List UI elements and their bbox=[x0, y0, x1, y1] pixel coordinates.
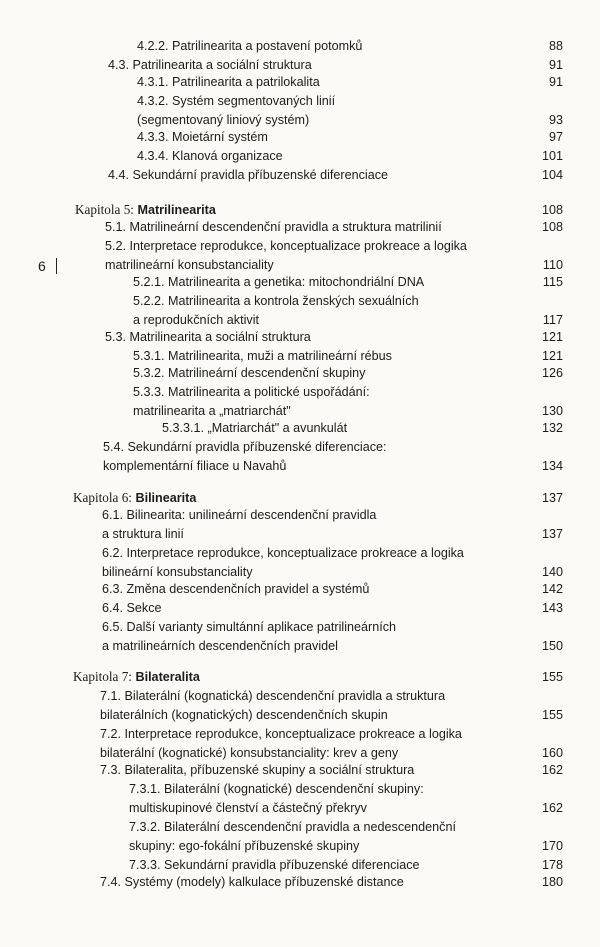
toc-entry bbox=[0, 311, 600, 329]
page-number: 93 bbox=[548, 113, 563, 127]
entry-text: 4.4. Sekundární pravidla příbuzenské diferenciace bbox=[108, 168, 389, 182]
page-number: 137 bbox=[541, 527, 563, 541]
page-number: 155 bbox=[541, 708, 563, 722]
entry-text: 6.2. Interpretace reprodukce, konceptualizace prokreace a logika bbox=[102, 546, 464, 560]
toc-entry bbox=[0, 402, 600, 420]
page-number: 115 bbox=[542, 275, 563, 289]
entry-text: bilaterální (kognatické) konsubstanciality: krev a geny bbox=[100, 746, 399, 760]
page-number: 137 bbox=[541, 491, 563, 505]
toc-entry bbox=[0, 256, 600, 274]
page-number: 91 bbox=[548, 75, 563, 89]
entry-text: 7.3. Bilateralita, příbuzenské skupiny a sociální struktura bbox=[100, 763, 415, 777]
toc-entry bbox=[0, 438, 600, 456]
chapter-title bbox=[73, 668, 200, 686]
entry-text: 7.2. Interpretace reprodukce, konceptualizace prokreace a logika bbox=[100, 727, 462, 741]
toc-entry bbox=[0, 563, 600, 581]
toc-entry bbox=[0, 780, 600, 798]
page-number: 88 bbox=[548, 39, 563, 53]
chapter-name: Bilateralita bbox=[135, 670, 200, 684]
entry-text: 6.4. Sekce bbox=[102, 601, 162, 615]
page-number: 132 bbox=[541, 421, 563, 435]
page-number: 101 bbox=[541, 149, 563, 163]
toc-entry bbox=[0, 706, 600, 724]
page-number: 150 bbox=[541, 639, 563, 653]
page-number: 143 bbox=[541, 601, 563, 615]
page-number: 142 bbox=[541, 582, 563, 596]
toc-entry bbox=[0, 273, 600, 291]
page-number: 121 bbox=[541, 349, 563, 363]
entry-text: 6.3. Změna descendenčních pravidel a systémů bbox=[102, 582, 370, 596]
entry-text: 6.1. Bilinearita: unilineární descendenční pravidla bbox=[102, 508, 377, 522]
entry-text: 7.3.2. Bilaterální descendenční pravidla a nedescendenční bbox=[129, 820, 456, 834]
toc-entry bbox=[0, 761, 600, 779]
entry-text: 4.3.3. Moietární systém bbox=[137, 130, 268, 144]
page-number: 6 bbox=[38, 258, 46, 274]
page-number: 126 bbox=[541, 366, 563, 380]
entry-text: 4.2.2. Patrilinearita a postavení potomků bbox=[137, 39, 363, 53]
page-number: 178 bbox=[541, 858, 563, 872]
chapter-name: Bilinearita bbox=[135, 491, 197, 505]
entry-text: a struktura linií bbox=[102, 527, 184, 541]
entry-text: 5.3.2. Matrilineární descendenční skupiny bbox=[133, 366, 366, 380]
page-number: 134 bbox=[541, 459, 563, 473]
entry-text: skupiny: ego-fokální příbuzenské skupiny bbox=[129, 839, 360, 853]
page-number: 160 bbox=[541, 746, 563, 760]
toc-entry bbox=[0, 347, 600, 365]
toc-entry bbox=[0, 818, 600, 836]
toc-entry bbox=[0, 744, 600, 762]
toc-entry bbox=[0, 56, 600, 74]
toc-entry bbox=[0, 73, 600, 91]
page-number: 117 bbox=[542, 313, 563, 327]
entry-text: 7.3.3. Sekundární pravidla příbuzenské diferenciace bbox=[129, 858, 420, 872]
toc-entry bbox=[0, 837, 600, 855]
toc-entry bbox=[0, 618, 600, 636]
entry-text: 4.3.1. Patrilinearita a patrilokalita bbox=[137, 75, 320, 89]
page-number: 108 bbox=[541, 203, 563, 217]
toc-entry bbox=[0, 457, 600, 475]
toc-entry bbox=[0, 364, 600, 382]
entry-text: 7.3.1. Bilaterální (kognatické) descendenční skupiny: bbox=[129, 782, 424, 796]
entry-text: komplementární filiace u Navahů bbox=[103, 459, 287, 473]
toc-entry bbox=[0, 383, 600, 401]
toc-entry bbox=[0, 218, 600, 236]
toc-entry bbox=[0, 111, 600, 129]
toc-entry bbox=[0, 506, 600, 524]
toc-entry bbox=[0, 799, 600, 817]
entry-text: 5.3.3. Matrilinearita a politické uspořádání: bbox=[133, 385, 370, 399]
chapter-heading bbox=[0, 201, 600, 219]
entry-text: 4.3.4. Klanová organizace bbox=[137, 149, 283, 163]
page-number: 110 bbox=[542, 258, 563, 272]
toc-entry bbox=[0, 147, 600, 165]
entry-text: (segmentovaný liniový systém) bbox=[137, 113, 310, 127]
entry-text: 4.3. Patrilinearita a sociální struktura bbox=[108, 58, 312, 72]
page-number: 140 bbox=[541, 565, 563, 579]
page-number: 162 bbox=[541, 801, 563, 815]
toc-entry bbox=[0, 687, 600, 705]
page-number: 155 bbox=[541, 670, 563, 684]
chapter-name: Matrilinearita bbox=[137, 203, 216, 217]
toc-entry bbox=[0, 419, 600, 437]
chapter-heading bbox=[0, 489, 600, 507]
chapter-label: Kapitola 6: bbox=[73, 490, 132, 505]
entry-text: 5.2.1. Matrilinearita a genetika: mitochondriální DNA bbox=[133, 275, 425, 289]
entry-text: multiskupinové členství a částečný překryv bbox=[129, 801, 367, 815]
chapter-title bbox=[73, 489, 196, 507]
toc-entry bbox=[0, 292, 600, 310]
page-number: 104 bbox=[541, 168, 563, 182]
entry-text: 4.3.2. Systém segmentovaných linií bbox=[137, 94, 336, 108]
page-number: 162 bbox=[541, 763, 563, 777]
toc-entry bbox=[0, 328, 600, 346]
toc-entry bbox=[0, 873, 600, 891]
chapter-title bbox=[75, 201, 216, 219]
entry-text: 5.2.2. Matrilinearita a kontrola ženských sexuálních bbox=[133, 294, 419, 308]
toc-entry bbox=[0, 637, 600, 655]
toc-entry bbox=[0, 599, 600, 617]
entry-text: matrilinearita a „matriarchát" bbox=[133, 404, 291, 418]
entry-text: matrilineární konsubstanciality bbox=[105, 258, 274, 272]
entry-text: 7.1. Bilaterální (kognatická) descendenční pravidla a struktura bbox=[100, 689, 446, 703]
toc-entry bbox=[0, 128, 600, 146]
page-number: 170 bbox=[541, 839, 563, 853]
toc-entry bbox=[0, 856, 600, 874]
entry-text: bilaterálních (kognatických) descendenčních skupin bbox=[100, 708, 388, 722]
toc-entry bbox=[0, 580, 600, 598]
toc-entry bbox=[0, 525, 600, 543]
page-number: 97 bbox=[548, 130, 563, 144]
page-number: 91 bbox=[548, 58, 563, 72]
toc-entry bbox=[0, 237, 600, 255]
entry-text: 7.4. Systémy (modely) kalkulace příbuzenské distance bbox=[100, 875, 404, 889]
page-number: 180 bbox=[541, 875, 563, 889]
entry-text: 5.3.1. Matrilinearita, muži a matrilineární rébus bbox=[133, 349, 392, 363]
entry-text: a matrilineárních descendenčních pravidel bbox=[102, 639, 338, 653]
entry-text: 5.4. Sekundární pravidla příbuzenské diferenciace: bbox=[103, 440, 387, 454]
toc-entry bbox=[0, 166, 600, 184]
toc-entry bbox=[0, 37, 600, 55]
page-number: 130 bbox=[541, 404, 563, 418]
entry-text: 6.5. Další varianty simultánní aplikace patrilineárních bbox=[102, 620, 396, 634]
toc-entry bbox=[0, 725, 600, 743]
entry-text: 5.2. Interpretace reprodukce, konceptualizace prokreace a logika bbox=[105, 239, 467, 253]
entry-text: 5.3. Matrilinearita a sociální struktura bbox=[105, 330, 311, 344]
page-number: 108 bbox=[541, 220, 563, 234]
toc-entry bbox=[0, 544, 600, 562]
page-number: 121 bbox=[541, 330, 563, 344]
chapter-label: Kapitola 5: bbox=[75, 202, 134, 217]
toc-entry bbox=[0, 92, 600, 110]
chapter-label: Kapitola 7: bbox=[73, 669, 132, 684]
entry-text: 5.3.3.1. „Matriarchát" a avunkulát bbox=[162, 421, 348, 435]
entry-text: bilineární konsubstanciality bbox=[102, 565, 253, 579]
entry-text: a reprodukčních aktivit bbox=[133, 313, 259, 327]
entry-text: 5.1. Matrilineární descendenční pravidla a struktura matrilinií bbox=[105, 220, 442, 234]
chapter-heading bbox=[0, 668, 600, 686]
